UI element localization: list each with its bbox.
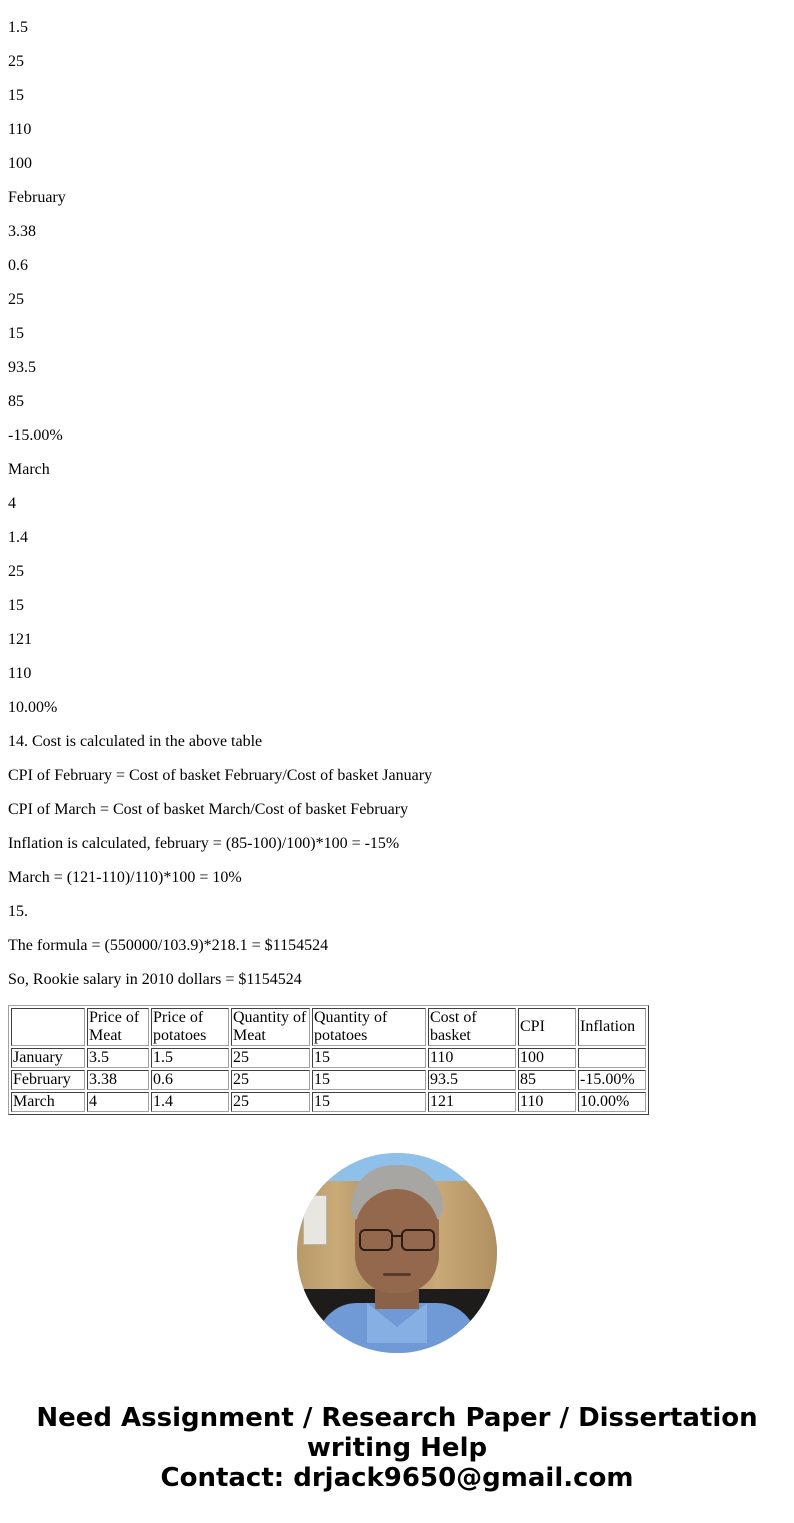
table-header-cell xyxy=(87,1008,149,1046)
table-cell: 10.00% xyxy=(578,1092,646,1112)
table-header-cell xyxy=(312,1008,426,1046)
table-cell: 15 xyxy=(312,1048,426,1068)
table-cell: 121 xyxy=(428,1092,516,1112)
table-cell: 0.6 xyxy=(151,1070,229,1090)
text-line: CPI of February = Cost of basket February/Cost of basket January xyxy=(8,767,433,784)
text-line: 14. Cost is calculated in the above table xyxy=(8,733,263,750)
promo-contact: Contact: drjack9650@gmail.com xyxy=(160,1463,634,1493)
table-cell: 100 xyxy=(518,1048,576,1068)
promo-line: Need Assignment / Research Paper / Dissertation xyxy=(36,1403,758,1433)
table-row xyxy=(11,1070,646,1090)
header-text: potatoes xyxy=(314,1027,368,1044)
table-row xyxy=(11,1092,646,1112)
person-photo-icon xyxy=(297,1153,497,1353)
text-line: 25 xyxy=(8,563,24,580)
table-cell: 15 xyxy=(312,1092,426,1112)
text-line: 110 xyxy=(8,121,32,138)
text-line: 15 xyxy=(8,87,24,104)
table-cell: February xyxy=(11,1070,85,1090)
table-cell: 25 xyxy=(231,1092,310,1112)
table-cell: -15.00% xyxy=(578,1070,646,1090)
table-cell: 1.4 xyxy=(151,1092,229,1112)
text-line: 25 xyxy=(8,53,24,70)
table-header-cell: Inflation xyxy=(578,1008,646,1046)
table-cell: 3.5 xyxy=(87,1048,149,1068)
text-line: 10.00% xyxy=(8,699,58,716)
text-line: 93.5 xyxy=(8,359,36,376)
text-line: 1.5 xyxy=(8,19,28,36)
glasses-icon xyxy=(359,1229,393,1251)
text-line: CPI of March = Cost of basket March/Cost of basket February xyxy=(8,801,409,818)
text-line: 121 xyxy=(8,631,32,648)
text-line: So, Rookie salary in 2010 dollars = $1154524 xyxy=(8,971,302,988)
text-line: February xyxy=(8,189,66,206)
photo-detail xyxy=(303,1195,327,1245)
table-cell: 3.38 xyxy=(87,1070,149,1090)
table-cell: 4 xyxy=(87,1092,149,1112)
header-text: Meat xyxy=(233,1027,266,1044)
table-cell: March xyxy=(11,1092,85,1112)
glasses-icon xyxy=(401,1229,435,1251)
table-cell: January xyxy=(11,1048,85,1068)
table-cell: 25 xyxy=(231,1070,310,1090)
header-text: Quantity of xyxy=(314,1009,388,1026)
table-cell: 93.5 xyxy=(428,1070,516,1090)
promo-banner xyxy=(0,1403,794,1493)
photo-detail xyxy=(383,1273,411,1276)
text-line: 1.4 xyxy=(8,529,28,546)
promo-line: writing Help xyxy=(306,1433,488,1463)
table-cell: 15 xyxy=(312,1070,426,1090)
text-line: 4 xyxy=(8,495,16,512)
text-line: March = (121-110)/110)*100 = 10% xyxy=(8,869,242,886)
header-text: basket xyxy=(430,1027,471,1044)
text-line: 100 xyxy=(8,155,32,172)
text-line: -15.00% xyxy=(8,427,63,444)
header-text: Quantity of xyxy=(233,1009,307,1026)
table-header-cell: CPI xyxy=(518,1008,576,1046)
text-line: 15 xyxy=(8,597,24,614)
header-text: potatoes xyxy=(153,1027,207,1044)
table-row xyxy=(11,1048,646,1068)
table-header-cell xyxy=(11,1008,85,1046)
text-line: March xyxy=(8,461,50,478)
text-line: 85 xyxy=(8,393,24,410)
text-line: 25 xyxy=(8,291,24,308)
text-line: 0.6 xyxy=(8,257,28,274)
table-header-cell xyxy=(231,1008,310,1046)
text-line: 3.38 xyxy=(8,223,36,240)
table-header-cell xyxy=(151,1008,229,1046)
text-line: The formula = (550000/103.9)*218.1 = $1154524 xyxy=(8,937,329,954)
header-text: Price of xyxy=(153,1009,204,1026)
header-text: Cost of xyxy=(430,1009,477,1026)
table-cell: 110 xyxy=(518,1092,576,1112)
text-line: 15. xyxy=(8,903,28,920)
cpi-table xyxy=(8,1005,649,1115)
table-header-cell xyxy=(428,1008,516,1046)
table-cell xyxy=(578,1048,646,1068)
header-text: Price of xyxy=(89,1009,140,1026)
table-header-row xyxy=(11,1008,646,1046)
text-line: 110 xyxy=(8,665,32,682)
table-cell: 1.5 xyxy=(151,1048,229,1068)
table-cell: 110 xyxy=(428,1048,516,1068)
header-text: Meat xyxy=(89,1027,122,1044)
table-cell: 85 xyxy=(518,1070,576,1090)
text-line: 15 xyxy=(8,325,24,342)
text-line: Inflation is calculated, february = (85-100)/100)*100 = -15% xyxy=(8,835,400,852)
table-cell: 25 xyxy=(231,1048,310,1068)
